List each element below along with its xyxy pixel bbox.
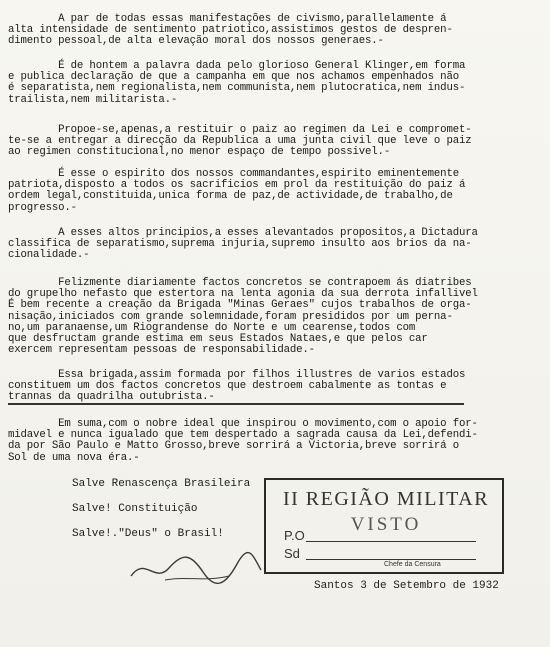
handwritten-signature: [125, 546, 265, 590]
strike-through-line: [8, 403, 464, 405]
stamp-title: II REGIÃO MILITAR: [282, 488, 490, 510]
stamp-visto: VISTO: [350, 514, 422, 535]
paragraph-4: É esse o espirito dos nossos commandantes,espirito eminentemente patriota,disposto a todos os sacrificios em prol da restituição do paiz á ordem legal,constituida,unica forma de paz,de actividade,de trabalho,de progresso.-: [8, 168, 466, 214]
censorship-stamp: [264, 478, 504, 574]
salutation-1: Salve Renascença Brasileira: [72, 478, 251, 490]
stamp-line-1: P.O: [284, 528, 305, 543]
paragraph-3: Propoe-se,apenas,a restituir o paiz ao regimen da Lei e compromet- te-se a entregar a direcção da Republica a uma junta civil que leve o paiz ao regimen constitucional,no menor espaço de tempo possivel.-: [8, 124, 472, 159]
stamp-rule-1: [306, 541, 476, 542]
paragraph-8: Em suma,com o nobre ideal que inspirou o movimento,com o apoio for- midavel e nunca igualado que tem despertado a sagrada causa da Lei,defendi- da por São Paulo e Matto Grosso,breve sorrirá a Victoria,breve sorrirá o Sol de uma nova éra.-: [8, 418, 478, 464]
salutation-2: Salve! Constituição: [72, 503, 198, 515]
stamp-line-2: Sd: [284, 546, 300, 561]
salutation-3: Salve!."Deus" o Brasil!: [72, 528, 224, 540]
stamp-footer: Chefe da Censura: [384, 561, 441, 568]
stamp-rule-2: [306, 559, 476, 560]
paragraph-7: Essa brigada,assim formada por filhos illustres de varios estados constituem um dos factos concretos que destroem cabalmente as tontas e trannas da quadrilha outubrista.-: [8, 369, 466, 404]
paragraph-6: Felizmente diariamente factos concretos se contrapoem ás diatribes do grupelho nefasto que estertora na lenta agonia da sua derrota infallivel É bem recente a creação da Brigada "Minas Geraes" cujos trabalhos de orga- nisação,iniciados com grande solemnidade,foram presididos por um perna- no,um paranaense,um Riograndense do Norte e um cearense,todos com que desfructam grande estima em seus Estados Nataes,e que pelos car exercem representam pessoas de responsabilidade.-: [8, 277, 478, 357]
paragraph-5: A esses altos principios,a esses alevantados propositos,a Dictadura classifica de separatismo,suprema injuria,supremo insulto aos brios da na- cionalidade.-: [8, 227, 478, 262]
document-date: Santos 3 de Setembro de 1932: [314, 580, 499, 592]
paragraph-1: A par de todas essas manifestações de civismo,parallelamente á alta intensidade de sentimento patriotico,assistimos gestos de despren- dimento pessoal,de alta elevação moral dos nossos generaes.-: [8, 13, 453, 48]
paragraph-2: É de hontem a palavra dada pelo glorioso General Klinger,em forma e publica declaração de que a campanha em que nos achamos empenhados não é separatista,nem regionalista,nem communista,nem plutocratica,nem indus- trailista,nem militarista.-: [8, 60, 466, 106]
